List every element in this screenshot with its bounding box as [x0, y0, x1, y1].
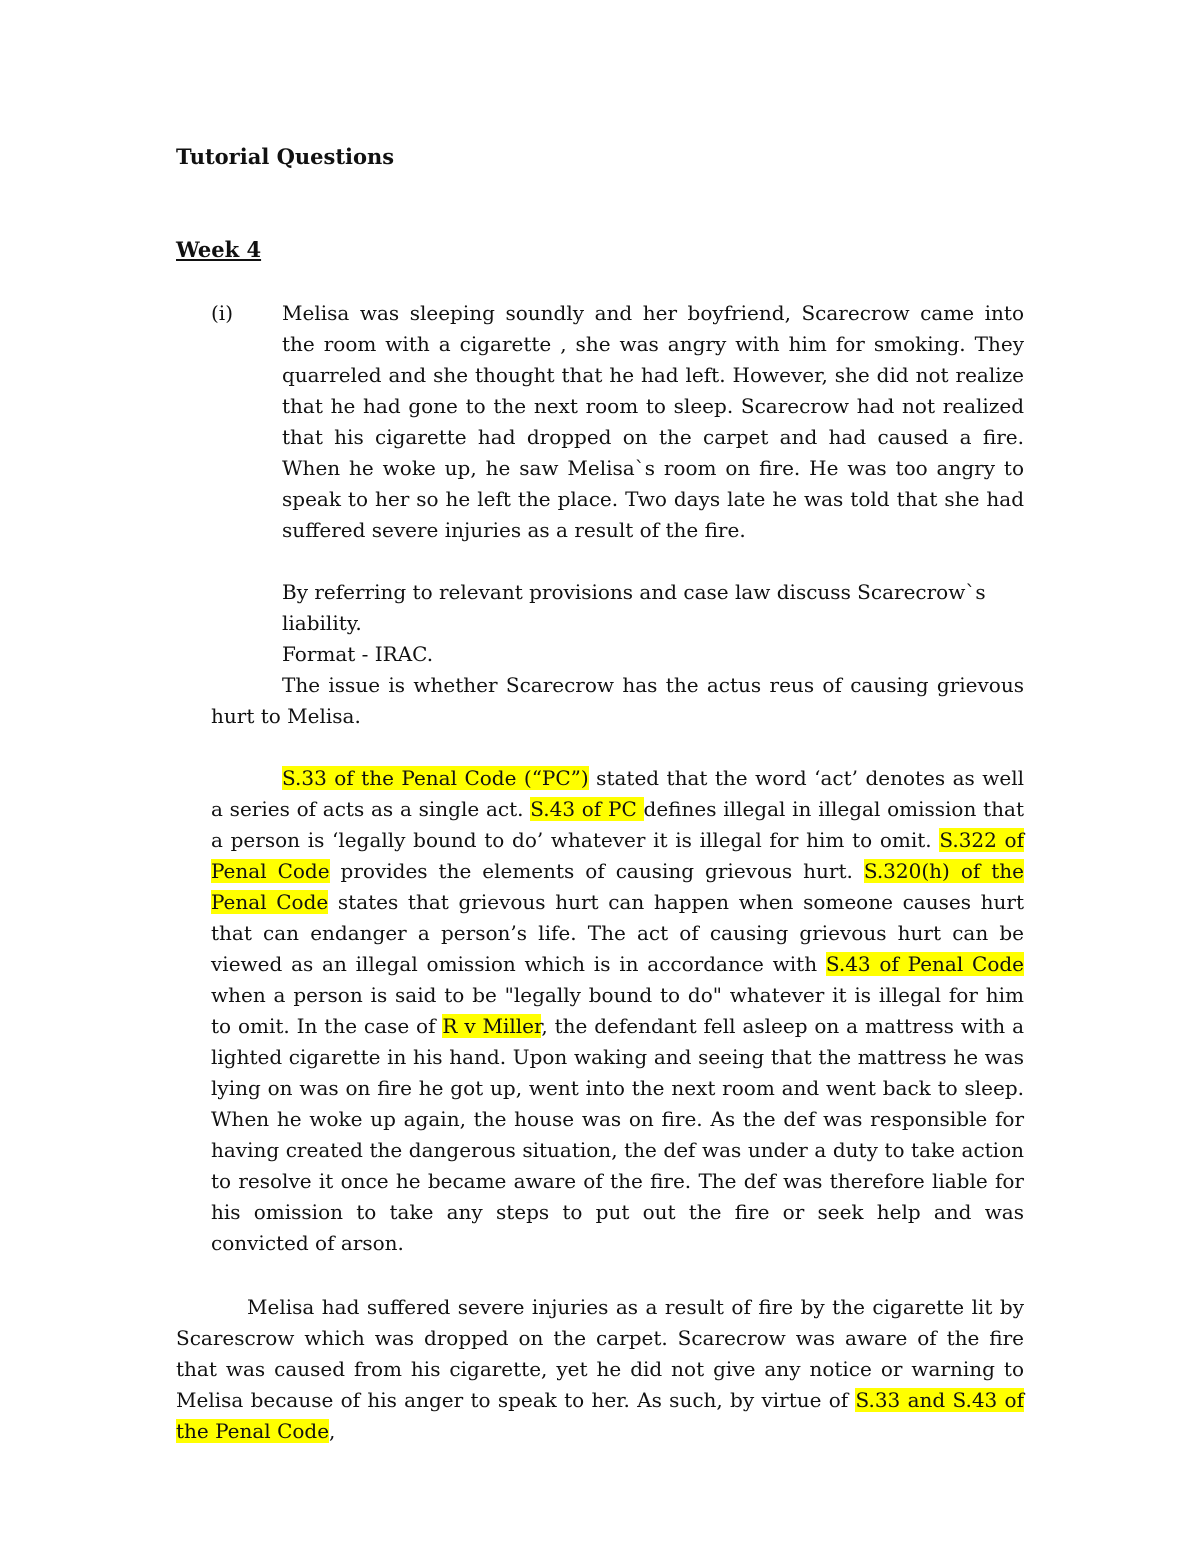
- application-paragraph: [176, 1292, 1024, 1447]
- rule-text: states that grievous hurt can happen when someone causes hurt that can endanger a person’s life. The act of causing grievous hurt can be viewed as an illegal omission which is in accordance with: [211, 890, 1024, 976]
- rule-text: , the defendant fell asleep on a mattress with a lighted cigarette in his hand. Upon waking and seeing that the mattress he was lying on was on fire he got up, went into the next room and went back to sleep. When he woke up again, the house was on fire. As the def was responsible for having created the dangerous situation, the def was under a duty to take action to resolve it once he became aware of the fire. The def was therefore liable for his omission to take any steps to put out the fire or seek help and was convicted of arson.: [211, 1014, 1024, 1255]
- highlight-s322: S.322 of Penal Code: [211, 828, 1025, 883]
- rule-paragraph: [211, 763, 1024, 1259]
- rule-text: provides the elements of causing grievous hurt.: [329, 859, 864, 883]
- question-marker: (i): [211, 301, 234, 325]
- instruction-line: By referring to relevant provisions and case law discuss Scarecrow`s liability.: [282, 580, 986, 635]
- highlight-s43: S.43 of PC: [530, 797, 644, 821]
- week-heading: Week 4: [176, 237, 262, 262]
- document-title: Tutorial Questions: [176, 144, 395, 169]
- application-text: Melisa had suffered severe injuries as a result of fire by the cigarette lit by Scarescrow which was dropped on the carpet. Scarecrow was aware of the fire that was caused from his cigarette, yet he did not give any notice or warning to Melisa because of his anger to speak to her. As such, by virtue of: [176, 1295, 1024, 1412]
- highlight-s33: S.33 of the Penal Code (“PC”): [282, 766, 589, 790]
- application-text: ,: [329, 1419, 336, 1443]
- highlight-s43-penal-code: S.43 of Penal Code: [825, 952, 1024, 976]
- issue-paragraph: The issue is whether Scarecrow has the actus reus of causing grievous hurt to Melisa.: [211, 673, 1024, 728]
- highlight-r-v-miller: R v Miller: [442, 1014, 542, 1038]
- highlight-s320h: S.320(h) of the Penal Code: [211, 859, 1024, 914]
- format-line: Format - IRAC.: [282, 642, 434, 666]
- rule-text: stated that the word ‘act’ denotes as well a series of acts as a single act.: [211, 766, 1025, 821]
- rule-text: defines illegal in illegal omission that a person is ‘legally bound to do’ whatever it is illegal for him to omit.: [211, 797, 1024, 852]
- question-text: Melisa was sleeping soundly and her boyfriend, Scarecrow came into the room with a cigarette , she was angry with him for smoking. They quarreled and she thought that he had left. However, she did not realize that he had gone to the next room to sleep. Scarecrow had not realized that his cigarette had dropped on the carpet and had caused a fire. When he woke up, he saw Melisa`s room on fire. He was too angry to speak to her so he left the place. Two days late he was told that she had suffered severe injuries as a result of the fire.: [282, 301, 1024, 542]
- question-instructions: [282, 577, 1024, 670]
- highlight-s33-s43: S.33 and S.43 of the Penal Code: [176, 1388, 1024, 1443]
- rule-text: when a person is said to be "legally bound to do" whatever it is illegal for him to omit. In the case of: [211, 983, 1024, 1038]
